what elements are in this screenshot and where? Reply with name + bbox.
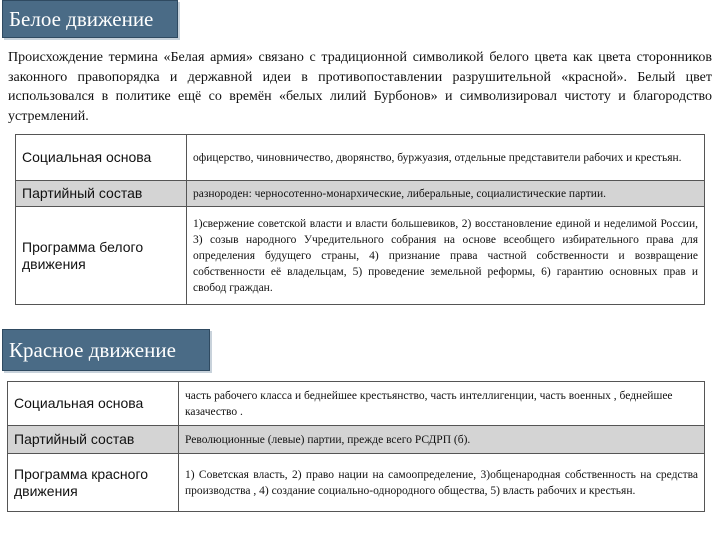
table-row bbox=[8, 382, 705, 426]
table-row bbox=[8, 454, 705, 512]
white-movement-title-text: Белое движение bbox=[9, 6, 154, 31]
row-label: Программа белого движения bbox=[16, 207, 187, 305]
table-row bbox=[16, 181, 705, 207]
white-movement-title bbox=[2, 0, 178, 38]
red-movement-title-text: Красное движение bbox=[9, 337, 176, 362]
row-value: 1) Советская власть, 2) право нации на самоопределение, 3)общенародная собственность на средства производства , 4) создание социально-однородного общества, 5) власть рабочих и крестьян. bbox=[179, 454, 705, 512]
row-value: 1)свержение советской власти и власти большевиков, 2) восстановление единой и неделимой России, 3) созыв народного Учредительного собрания на основе всеобщего избирательного права для определения будущего страны, 4) признание права частной собственности и возвращение собственности её владельцам, 5) проведение земельной реформы, 6) гарантию основных прав и свобод граждан. bbox=[187, 207, 705, 305]
table-row bbox=[8, 426, 705, 454]
red-movement-title bbox=[2, 329, 210, 371]
table-row bbox=[16, 207, 705, 305]
row-label: Социальная основа bbox=[16, 135, 187, 181]
row-label: Партийный состав bbox=[16, 181, 187, 207]
red-movement-table bbox=[7, 381, 705, 512]
row-value: часть рабочего класса и беднейшее крестьянство, часть интеллигенции, часть военных , беднейшее казачество . bbox=[179, 382, 705, 426]
white-movement-table bbox=[15, 134, 705, 305]
row-label: Партийный состав bbox=[8, 426, 179, 454]
row-value: разнороден: черносотенно-монархические, либеральные, социалистические партии. bbox=[187, 181, 705, 207]
row-label: Социальная основа bbox=[8, 382, 179, 426]
table-row bbox=[16, 135, 705, 181]
row-label: Программа красного движения bbox=[8, 454, 179, 512]
white-movement-intro: Происхождение термина «Белая армия» связано с традиционной символикой белого цвета как цвета сторонников законного правопорядка и державной идеи в противопоставлении разрушительной «красной». Белый цвет использовался в политике ещё со времён «белых лилий Бурбонов» и символизировал чистоту и благородство устремлений. bbox=[8, 50, 712, 124]
row-value: Революционные (левые) партии, прежде всего РСДРП (б). bbox=[179, 426, 705, 454]
row-value: офицерство, чиновничество, дворянство, буржуазия, отдельные представители рабочих и крестьян. bbox=[187, 135, 705, 181]
